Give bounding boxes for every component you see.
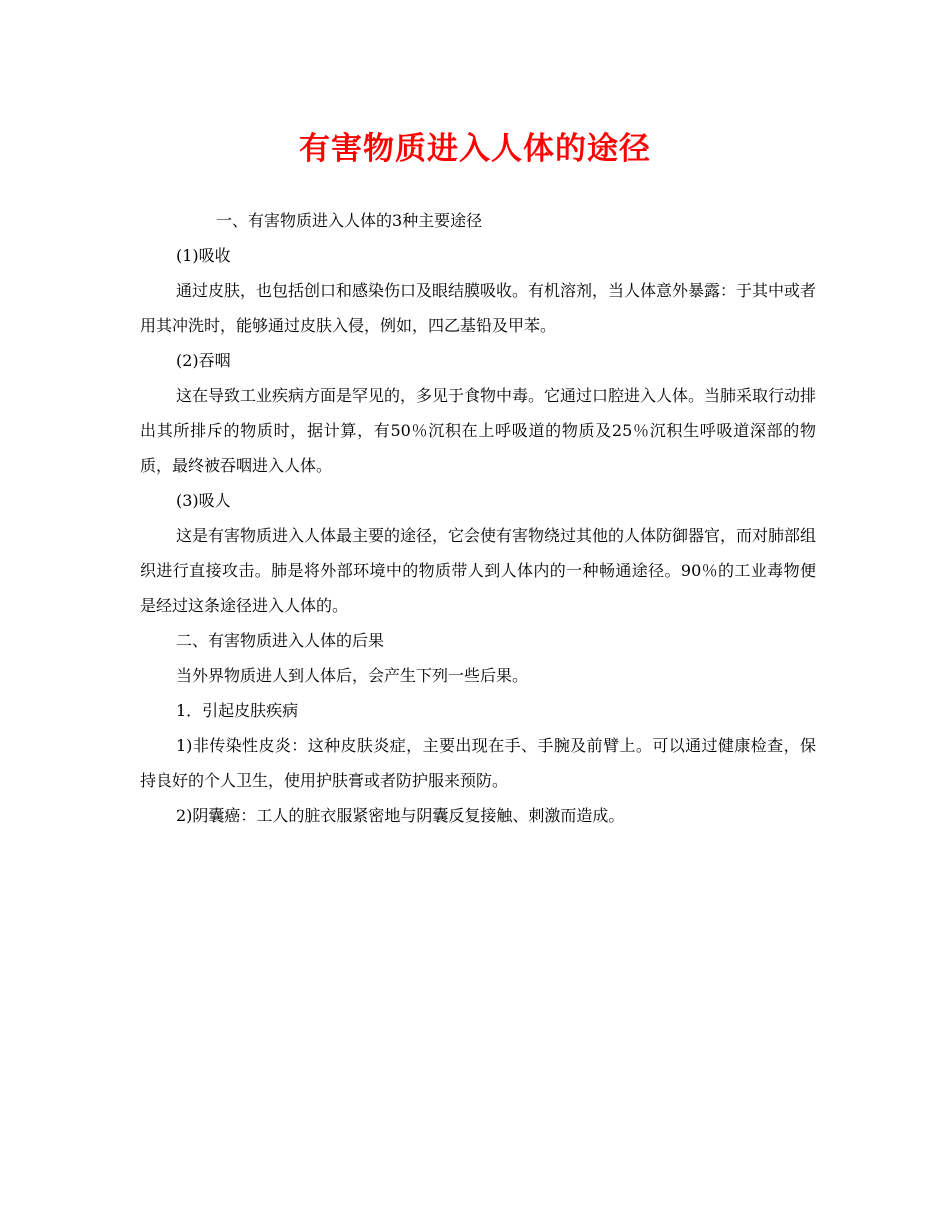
paragraph-dermatitis: 1)非传染性皮炎：这种皮肤炎症，主要出现在手、手腕及前臂上。可以通过健康检查，保持良好的个人卫生，使用护肤膏或者防护服来预防。 <box>140 736 816 790</box>
document-body <box>140 203 816 833</box>
section-heading-2: 二、有害物质进入人体的后果 <box>176 631 385 650</box>
subheading-absorption: (1)吸收 <box>176 246 231 265</box>
paragraph-consequences-intro: 当外界物质进人到人体后，会产生下列一些后果。 <box>176 666 529 685</box>
paragraph-swallowing: 这在导致工业疾病方面是罕见的，多见于食物中毒。它通过口腔进入人体。当肺采取行动排出其所排斥的物质时，据计算，有50％沉积在上呼吸道的物质及25％沉积生呼吸道深部的物质，最终被吞咽进入人体。 <box>140 386 817 475</box>
section-heading-1: 一、有害物质进入人体的3种主要途径 <box>216 211 483 230</box>
paragraph-absorption: 通过皮肤，也包括创口和感染伤口及眼结膜吸收。有机溶剂，当人体意外暴露：于其中或者用其冲洗时，能够通过皮肤入侵，例如，四乙基铅及甲苯。 <box>140 281 817 335</box>
subheading-inhalation: (3)吸人 <box>176 491 231 510</box>
paragraph-inhalation: 这是有害物质进入人体最主要的途径，它会使有害物绕过其他的人体防御器官，而对肺部组织进行直接攻击。肺是将外部环境中的物质带人到人体内的一种畅通途径。90％的工业毒物便是经过这条途径进入人体的。 <box>140 526 817 615</box>
subheading-swallowing: (2)吞咽 <box>176 351 231 370</box>
document-title: 有害物质进入人体的途径 <box>299 131 651 167</box>
paragraph-scrotal-cancer: 2)阴囊癌：工人的脏衣服紧密地与阴囊反复接触、刺激而造成。 <box>176 806 625 825</box>
list-heading-skin-disease: 1．引起皮肤疾病 <box>176 701 299 720</box>
